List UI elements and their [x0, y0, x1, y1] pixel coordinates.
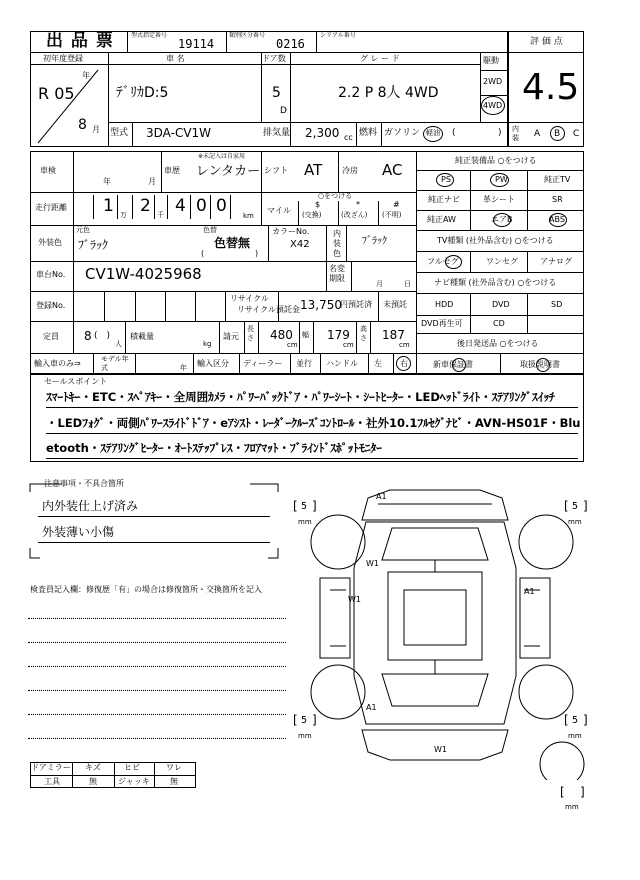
- parallel: 並行: [296, 359, 312, 368]
- recycle-unit: 円預託済: [340, 300, 372, 309]
- tread-front-right: 5: [572, 501, 579, 512]
- capacity-unit: 人: [115, 340, 122, 348]
- inspector-label: 検査員記入欄：修復歴「有」の場合は修復箇所・交換箇所を記入: [30, 585, 262, 594]
- katashiki-value: 19114: [178, 37, 215, 51]
- tread-rear-left: 5: [301, 715, 308, 726]
- equip-ps-circle: [436, 173, 454, 187]
- displacement: 2,300: [305, 126, 340, 140]
- interior-grade-b-circle: [550, 126, 565, 141]
- legend-tools: 工具: [44, 777, 60, 786]
- interior-color-label: 内装色: [333, 229, 341, 258]
- notes-label: 注意事項・不具合箇所: [44, 479, 124, 488]
- color-no-label: カラーNo.: [272, 227, 310, 236]
- tread-rear-right-unit: mm: [568, 732, 582, 740]
- handle-right: 右: [400, 359, 408, 368]
- name-change-month: 月: [376, 280, 383, 288]
- first-reg-month: 8: [78, 117, 87, 133]
- sales-points-label: セールスポイント: [44, 377, 108, 386]
- width-cm: cm: [343, 341, 354, 349]
- later-manual-circle: [536, 358, 550, 372]
- score-label: 評 価 点: [530, 37, 563, 47]
- navi-dvd-play: DVD再生可: [421, 319, 463, 328]
- equip-ps: PS: [441, 175, 451, 184]
- unknown-symbol: #: [393, 200, 400, 209]
- mile-label: マイル: [267, 206, 291, 215]
- navi-sd: SD: [551, 300, 563, 309]
- mileage-unit-km: km: [243, 212, 254, 220]
- first-reg-year-unit: 年: [82, 71, 90, 80]
- chassis-no: CV1W-4025968: [85, 265, 202, 283]
- later-warranty: 新車保証書: [433, 360, 473, 369]
- length-label: 長さ: [247, 325, 254, 342]
- equip-airbag: エアB: [491, 215, 513, 224]
- exchange-symbol: $: [315, 200, 321, 209]
- aircon-label: 冷房: [342, 166, 358, 175]
- reg-label: 登録No.: [36, 301, 66, 310]
- legend-mirror: ドアミラー: [31, 763, 71, 772]
- drive-label: 駆動: [483, 56, 499, 65]
- import-class-label: 輸入区分: [197, 359, 229, 368]
- interior-grade-b: B: [554, 129, 561, 139]
- fuel-label: 燃料: [359, 128, 378, 138]
- equip-sr: SR: [552, 195, 563, 204]
- mileage-digit-5: 0: [216, 196, 227, 216]
- height: 187: [382, 328, 405, 342]
- tread-rear-left-unit: mm: [298, 732, 312, 740]
- mark-a1-right: A1: [524, 587, 535, 596]
- width-label: 幅: [302, 331, 309, 339]
- mark-w1-left: W1: [348, 595, 361, 604]
- color-no: X42: [290, 239, 310, 250]
- recycle-amount: 13,750: [300, 298, 342, 312]
- handle-right-circle: [396, 356, 411, 371]
- orig-color-label: 元色: [76, 226, 90, 234]
- equip-pw-circle: [490, 173, 509, 187]
- equip-abs: ABS: [549, 215, 565, 224]
- equip-aw: 純正AW: [427, 215, 456, 224]
- height-label: 高さ: [360, 325, 367, 342]
- legend-scratch: キズ: [85, 763, 101, 772]
- katashiki-label: 型式指定番号: [131, 32, 168, 39]
- notes-bracket: [24, 478, 286, 564]
- color-change: 色替無: [214, 236, 251, 250]
- door-type: D: [280, 106, 287, 116]
- tv-title: TV種類 (社外品含む) ○をつける: [437, 236, 554, 245]
- dims-label: 請元: [223, 332, 239, 341]
- door-label: ドア数: [262, 54, 286, 63]
- grade: 2.2 P 8人 4WD: [338, 85, 439, 101]
- sales-point-line-2: ・LEDﾌｫｸﾞ・両側ﾊﾟﾜｰｽﾗｲﾄﾞﾄﾞｱ・eｱｼｽﾄ・ﾚｰﾀﾞｰｸﾙｰｽﾞｺﾝﾄﾛｰﾙ・社外10.1ﾌﾙｾｸﾞﾅﾋﾞ・AVN-HS01F・Blu: [46, 416, 581, 430]
- exchange-label: (交換): [302, 211, 322, 219]
- recycle-unpaid: 未預託: [383, 300, 407, 309]
- mark-w1-window: W1: [366, 559, 379, 568]
- color-change-label: 色替: [203, 226, 217, 234]
- shaken-label: 車検: [40, 166, 56, 175]
- tamper-label: (改ざん): [341, 211, 368, 219]
- usage-note: ※未記入は自家用: [198, 153, 246, 160]
- name-label: 車 名: [166, 54, 185, 63]
- height-cm: cm: [399, 341, 410, 349]
- import-label: 輸入車のみ⇒: [34, 359, 81, 368]
- unknown-label: (不明): [382, 211, 402, 219]
- first-reg-diagonal: [30, 64, 108, 147]
- later-manual: 取扱説明書: [520, 360, 560, 369]
- shaken-year-unit: 年: [103, 177, 111, 186]
- navi-dvd: DVD: [492, 300, 510, 309]
- ruibetsu-value: 0216: [276, 37, 305, 51]
- sales-point-line-1: ｽﾏｰﾄｷｰ・ETC・ｽﾍﾟｱｷｰ・全周囲ｶﾒﾗ・ﾊﾟﾜｰﾊﾞｯｸﾄﾞｱ・ﾊﾟﾜｰｼｰﾄ・ｼｰﾄﾋｰﾀｰ・LEDﾍｯﾄﾞﾗｲﾄ・ｽﾃｱﾘﾝｸﾞｽｲｯﾁ: [46, 390, 555, 404]
- tamper-symbol: *: [356, 200, 360, 209]
- grade-label: グ レ ー ド: [360, 54, 400, 63]
- name-change-day: 日: [404, 280, 411, 288]
- load-unit: kg: [203, 340, 212, 348]
- displacement-label: 排気量: [263, 128, 291, 138]
- mileage-digit-2: 2: [140, 196, 151, 216]
- handle-left: 左: [374, 359, 382, 368]
- tread-rear-right: 5: [572, 715, 579, 726]
- mileage-unit-sen: 千: [157, 211, 164, 219]
- load-label: 積載量: [130, 332, 154, 341]
- drive-4wd: 4WD: [483, 101, 503, 110]
- car-name: ﾃﾞﾘｶD:5: [116, 85, 169, 101]
- color-label: 外装色: [38, 238, 62, 247]
- model-label: 型式: [110, 128, 129, 138]
- tv-fullseg-circle: [445, 255, 462, 269]
- tread-spare-unit: mm: [565, 803, 579, 811]
- car-diagram: [300, 480, 600, 780]
- serial-label: シリアル番号: [320, 32, 356, 39]
- first-reg-year: R 05: [38, 84, 75, 103]
- displacement-unit: cc: [344, 133, 353, 142]
- note-line-1: 内外装仕上げ済み: [42, 499, 139, 513]
- model-year-unit: 年: [180, 364, 187, 372]
- later-title: 後日発送品 ○をつける: [457, 339, 539, 348]
- auction-sheet: 出 品 票 型式指定番号 19114 類別区分番号 0216 シリアル番号 初年度登録 車 名 ドア数 グ レ ー ド 駆動 年 R 05 8 月 ﾃﾞﾘｶD:5 5 D 2.2 P 8人 4WD 2WD 4WD 型式 3DA-CV1W 排気量 2,300 cc 燃料 ガソリン 軽油 ( ) 評 価 点 4.5 内装 A B C 車検 年 月 車歴 ※未記入は自家用 レンタカー シフト AT 冷房 AC 走行距離 1 万 2 千 4 0 0 km ○をつける マイル $ (交換) * (改ざん) # (不明) 外装色 元色 ﾌﾞﾗｯｸ 色替 色替無 ( ) カラーNo. X42 内装色 ﾌﾞﾗｯｸ 車台No. CV1W-4025968 名変期限 月 日 登録No. リサイクル リサイクル預託金 13,750 円預託済 未預託 定員 8 ( ) 人 積載量 kg 請元 長さ 480 cm 幅 179 cm 高さ 187 cm 輸入車のみ⇒ モデル年式 年 輸入区分 ディーラー 並行 ハンドル 左 右 純正装備品 ○をつける PS PW 純正TV 純正ナビ 革シート SR 純正AW エアB ABS TV種類 (社外品含む) ○をつける フルセグ ワンセグ アナログ ナビ種類 (社外品含む) ○をつける HDD DVD SD DVD再生可 CD 後日発送品 ○をつける 新車保証書 取扱説明書 セールスポイント ｽﾏｰﾄｷｰ・ETC・ｽﾍﾟｱｷｰ・全周囲ｶﾒﾗ・ﾊﾟﾜｰﾊﾞｯｸﾄﾞｱ・ﾊﾟﾜｰｼｰﾄ・ｼｰﾄﾋｰﾀｰ・LEDﾍｯﾄﾞﾗｲﾄ・ｽﾃｱﾘﾝｸﾞｽｲｯﾁ ・LEDﾌｫｸﾞ・両側ﾊﾟﾜｰｽﾗｲﾄﾞﾄﾞｱ・eｱｼｽﾄ・ﾚｰﾀﾞｰｸﾙｰｽﾞｺﾝﾄﾛｰﾙ・社外10.1ﾌﾙｾｸﾞﾅﾋﾞ・AVN-HS01F・Blu etooth・ｽﾃｱﾘﾝｸﾞﾋｰﾀｰ・ｵｰﾄｽﾃｯﾌﾟﾚｽ・ﾌﾛｱﾏｯﾄ・ﾌﾞﾗｲﾝﾄﾞｽﾎﾟｯﾄﾓﾆﾀｰ 注意事項・不具合箇所 内外装仕上げ済み 外装薄い小傷 検査員記入欄：修復歴「有」の場合は修復箇所・交換箇所を記入 ドアミラー キズ ヒビ ワレ 工具 無 ジャッキ 無 A1 W1 W1 A1 A1 W1 [ 5 ] mm [ 5 ] mm [ 5 ] mm [ 5 ] mm [ ] mm: [0, 0, 640, 880]
- equip-navi: 純正ナビ: [428, 195, 460, 204]
- name-change-label: 名変期限: [329, 264, 345, 283]
- mileage-circle-note: ○をつける: [318, 192, 353, 200]
- navi-cd: CD: [493, 319, 505, 328]
- first-reg-label: 初年度登録: [43, 54, 83, 63]
- fuel-diesel-circle: [423, 126, 443, 142]
- ruibetsu-label: 類別区分番号: [229, 32, 266, 39]
- score-value: 4.5: [522, 67, 580, 108]
- tread-front-left-unit: mm: [298, 518, 312, 526]
- length: 480: [270, 328, 293, 342]
- tv-analog: アナログ: [540, 257, 572, 266]
- equip-airbag-circle: [493, 213, 511, 227]
- tv-fullseg: フルセグ: [427, 257, 459, 266]
- legend-jack: ジャッキ: [118, 777, 150, 786]
- fuel-diesel: 軽油: [426, 129, 440, 137]
- navi-hdd: HDD: [435, 300, 454, 309]
- fuel-gasoline: ガソリン: [384, 128, 421, 138]
- handle-label: ハンドル: [326, 359, 358, 368]
- chassis-label: 車台No.: [36, 270, 66, 279]
- interior-color: ﾌﾞﾗｯｸ: [362, 236, 387, 247]
- legend-break: ワレ: [166, 763, 182, 772]
- recycle-label: リサイクル預託金: [237, 305, 300, 314]
- shift: AT: [304, 161, 323, 179]
- mileage-label: 走行距離: [35, 203, 67, 212]
- legend-tools-value: 無: [89, 777, 97, 786]
- tread-front-left: 5: [301, 501, 308, 512]
- equip-pw: PW: [495, 175, 508, 184]
- model: 3DA-CV1W: [146, 126, 212, 140]
- recycle-label-1: リサイクル: [230, 294, 269, 303]
- sales-point-line-3: etooth・ｽﾃｱﾘﾝｸﾞﾋｰﾀｰ・ｵｰﾄｽﾃｯﾌﾟﾚｽ・ﾌﾛｱﾏｯﾄ・ﾌﾞﾗｲﾝﾄﾞｽﾎﾟｯﾄﾓﾆﾀｰ: [46, 441, 383, 455]
- width: 179: [327, 328, 350, 342]
- equipment-title: 純正装備品 ○をつける: [455, 156, 537, 165]
- model-year-label: モデル年式: [101, 355, 129, 372]
- legend-jack-value: 無: [170, 777, 178, 786]
- mark-a1-rear: A1: [366, 703, 377, 712]
- navi-title: ナビ種類 (社外品含む) ○をつける: [434, 278, 557, 287]
- mileage-digit-4: 0: [196, 196, 207, 216]
- usage-label: 車歴: [164, 166, 180, 175]
- mark-a1-front: A1: [376, 492, 387, 501]
- drive-2wd: 2WD: [483, 77, 503, 86]
- shaken-month-unit: 月: [148, 177, 156, 186]
- interior-grade-a: A: [534, 129, 541, 139]
- mileage-digit-1: 1: [103, 196, 114, 216]
- capacity-label: 定員: [43, 332, 59, 341]
- length-cm: cm: [287, 341, 298, 349]
- sheet-title: 出 品 票: [46, 31, 114, 51]
- aircon: AC: [382, 161, 403, 179]
- capacity: 8: [84, 329, 92, 343]
- legend-crack: ヒビ: [124, 763, 140, 772]
- drive-4wd-circle: [481, 96, 505, 115]
- interior-grade-label: 内装: [512, 125, 519, 142]
- later-warranty-circle: [452, 358, 466, 372]
- note-line-2: 外装薄い小傷: [42, 525, 115, 539]
- equip-leather: 革シート: [483, 195, 515, 204]
- mark-w1-rear: W1: [434, 745, 447, 754]
- tread-front-right-unit: mm: [568, 518, 582, 526]
- mileage-unit-man: 万: [120, 211, 127, 219]
- mileage-digit-3: 4: [175, 196, 186, 216]
- dealer: ディーラー: [243, 359, 283, 368]
- door-count: 5: [272, 85, 281, 101]
- tv-oneseg: ワンセグ: [486, 257, 518, 266]
- first-reg-month-unit: 月: [92, 125, 100, 134]
- interior-grade-c: C: [573, 129, 580, 139]
- shift-label: シフト: [264, 166, 288, 175]
- usage: レンタカー: [196, 164, 261, 179]
- equip-abs-circle: [549, 213, 567, 227]
- color: ﾌﾞﾗｯｸ: [78, 238, 109, 252]
- equip-tv: 純正TV: [544, 175, 571, 184]
